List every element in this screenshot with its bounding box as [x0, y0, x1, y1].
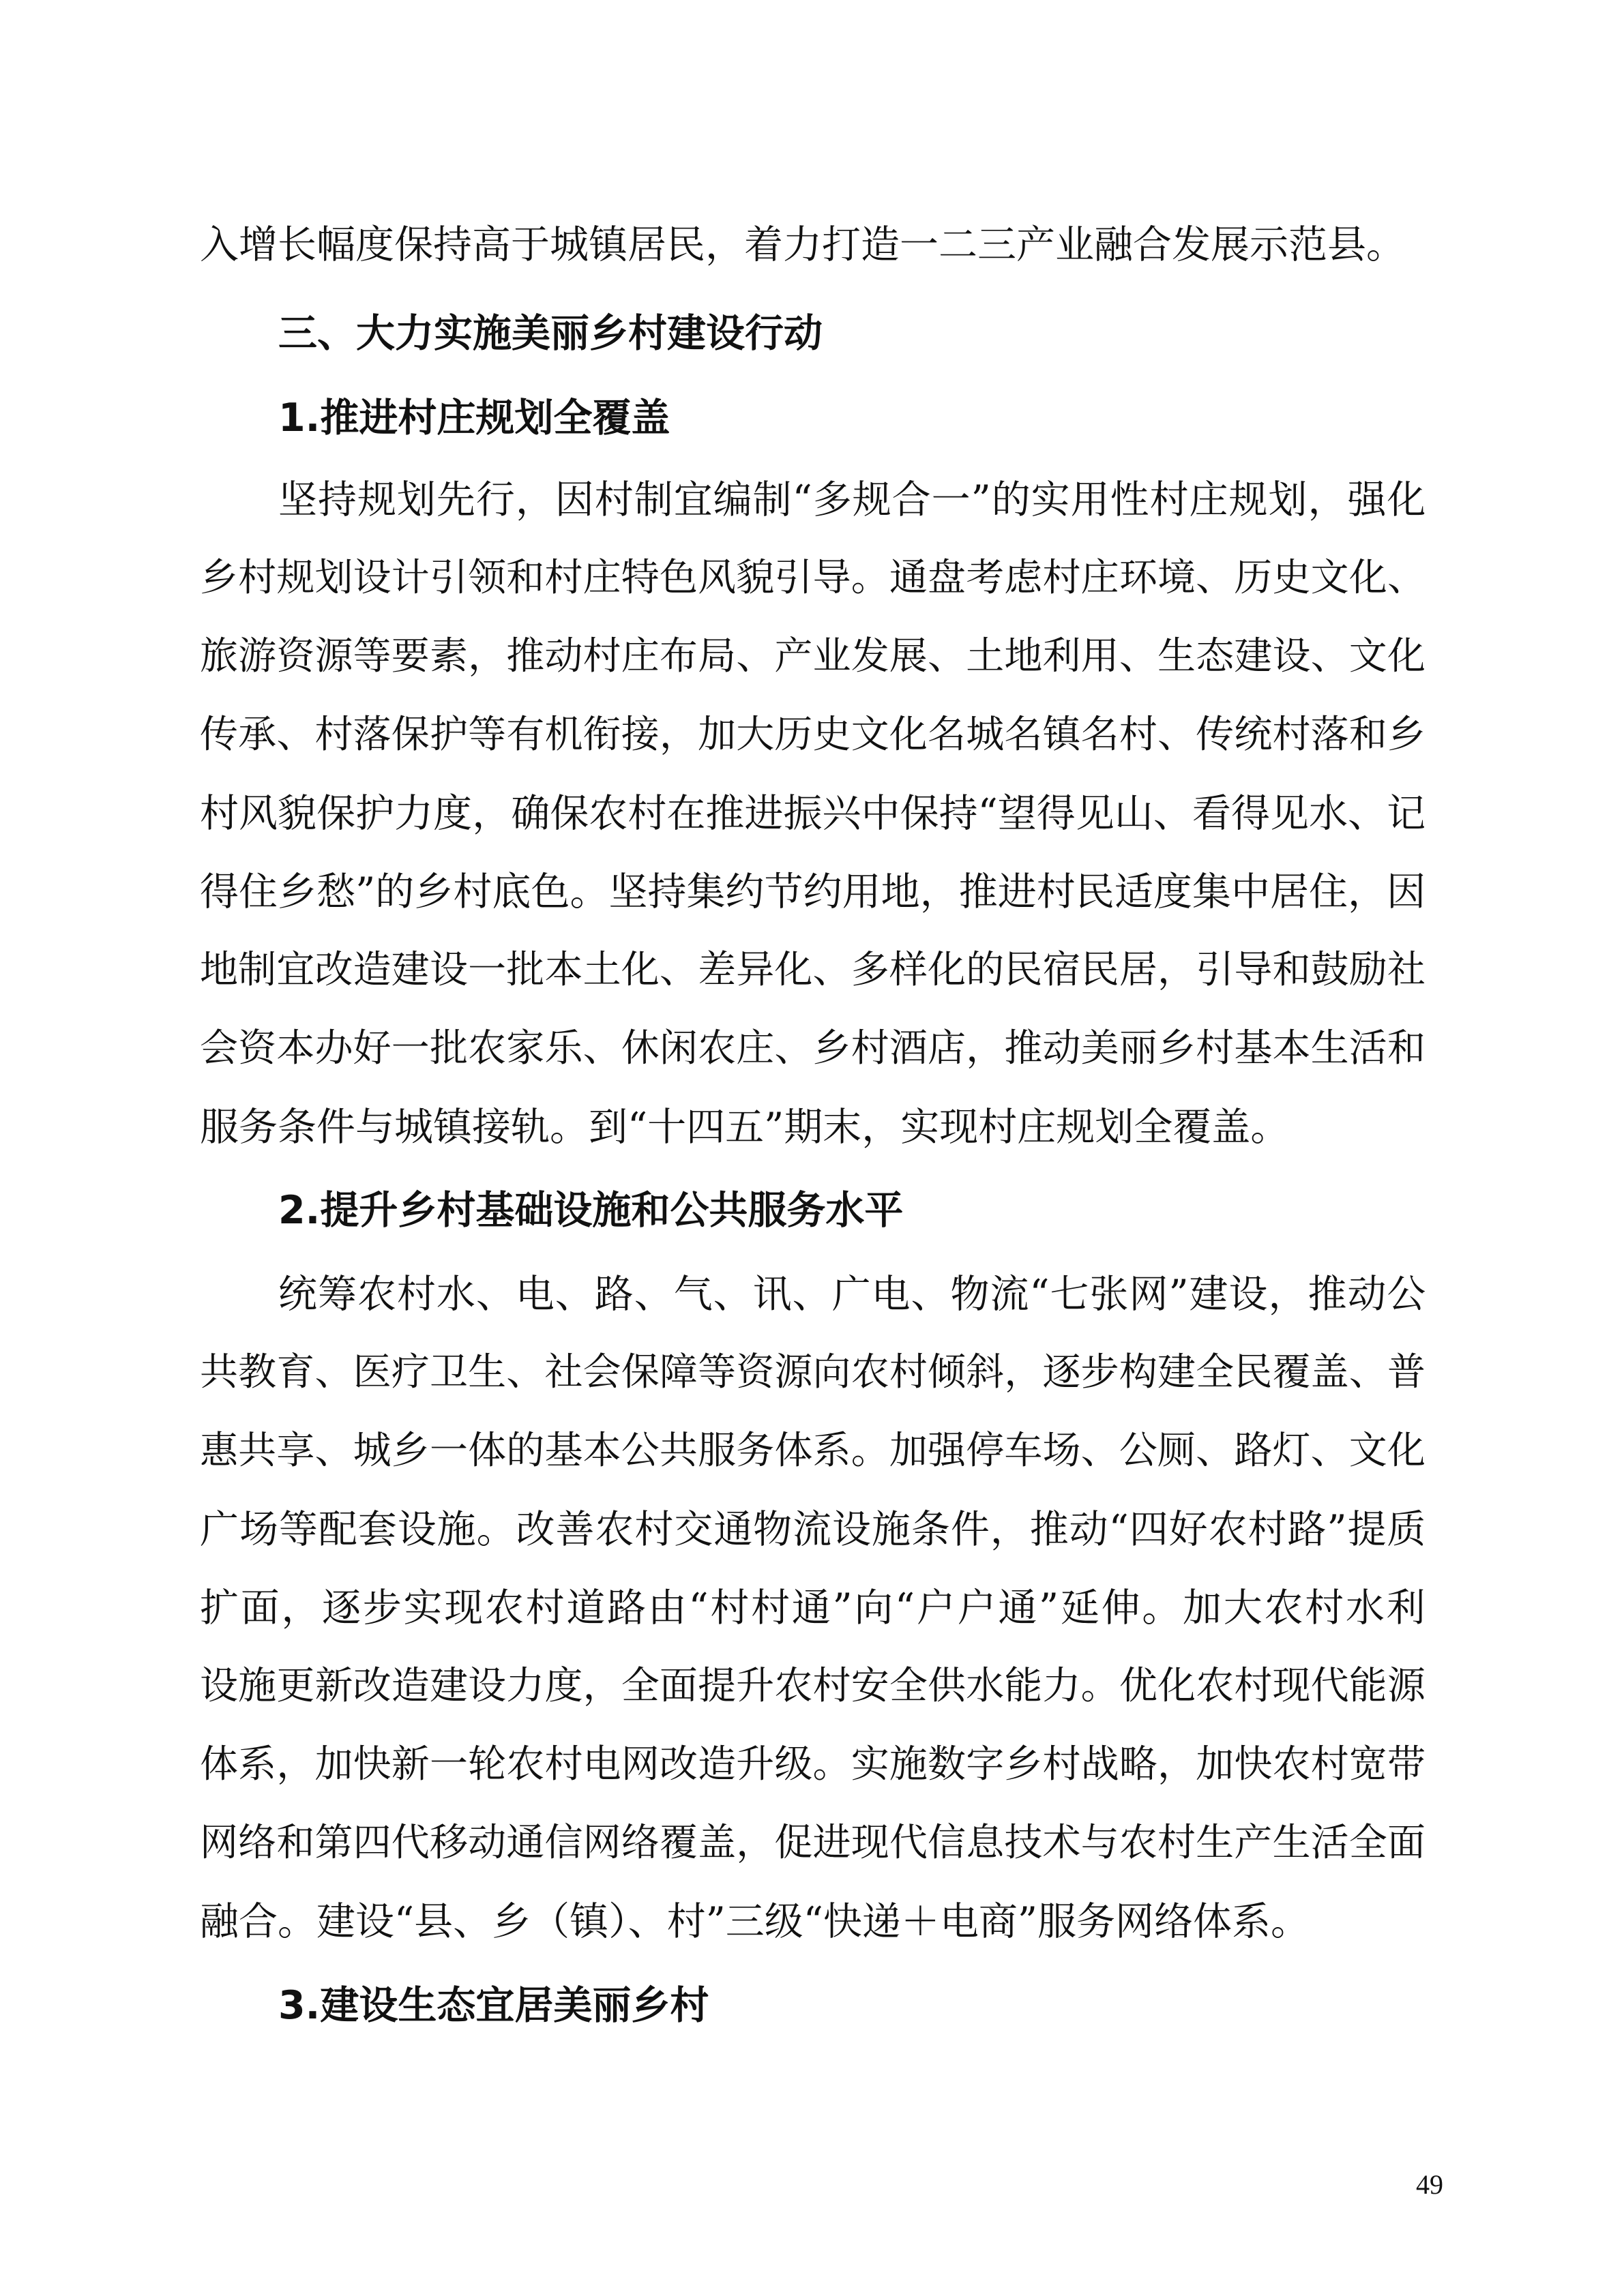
body-text-line: 村风貌保护力度，确保农村在推进振兴中保持“望得见山、看得见水、记 [200, 791, 1426, 836]
page-number: 49 [1416, 2169, 1443, 2200]
body-text-line: 融合。建设“县、乡（镇）、村”三级“快递＋电商”服务网络体系。 [200, 1899, 1310, 1944]
body-text-line: 入增长幅度保持高于城镇居民，着力打造一二三产业融合发展示范县。 [200, 222, 1405, 267]
body-text-line: 扩面，逐步实现农村道路由“村村通”向“户户通”延伸。加大农村水利 [200, 1585, 1428, 1630]
body-text-line: 网络和第四代移动通信网络覆盖，促进现代信息技术与农村生产生活全面 [200, 1821, 1426, 1865]
subsection-heading: 1.推进村庄规划全覆盖 [278, 396, 670, 441]
body-text-line: 坚持规划先行，因村制宜编制“多规合一”的实用性村庄规划，强化 [278, 477, 1427, 522]
body-text-line: 乡村规划设计引领和村庄特色风貌引导。通盘考虑村庄环境、历史文化、 [200, 556, 1426, 600]
section-heading: 三、大力实施美丽乡村建设行动 [278, 311, 823, 356]
body-text-line: 传承、村落保护等有机衔接，加大历史文化名城名镇名村、传统村落和乡 [200, 713, 1426, 757]
body-text-line: 设施更新改造建设力度，全面提升农村安全供水能力。优化农村现代能源 [200, 1664, 1426, 1708]
body-text-line: 会资本办好一批农家乐、休闲农庄、乡村酒店，推动美丽乡村基本生活和 [200, 1026, 1426, 1071]
body-text-line: 统筹农村水、电、路、气、讯、广电、物流“七张网”建设，推动公 [278, 1272, 1427, 1317]
body-text-line: 惠共享、城乡一体的基本公共服务体系。加强停车场、公厕、路灯、文化 [200, 1429, 1426, 1473]
body-text-line: 地制宜改造建设一批本土化、差异化、多样化的民宿民居，引导和鼓励社 [200, 948, 1426, 992]
body-text-line: 体系，加快新一轮农村电网改造升级。实施数字乡村战略，加快农村宽带 [200, 1742, 1426, 1787]
subsection-heading: 3.建设生态宜居美丽乡村 [278, 1983, 709, 2028]
body-text-line: 得住乡愁”的乡村底色。坚持集约节约用地，推进村民适度集中居住，因 [200, 869, 1426, 914]
body-text-line: 旅游资源等要素，推动村庄布局、产业发展、土地利用、生态建设、文化 [200, 634, 1426, 679]
subsection-heading: 2.提升乡村基础设施和公共服务水平 [278, 1188, 904, 1233]
body-text-line: 服务条件与城镇接轨。到“十四五”期末，实现村庄规划全覆盖。 [200, 1105, 1290, 1150]
body-text-line: 广场等配套设施。改善农村交通物流设施条件，推动“四好农村路”提质 [200, 1507, 1427, 1552]
body-text-line: 共教育、医疗卫生、社会保障等资源向农村倾斜，逐步构建全民覆盖、普 [200, 1350, 1426, 1395]
